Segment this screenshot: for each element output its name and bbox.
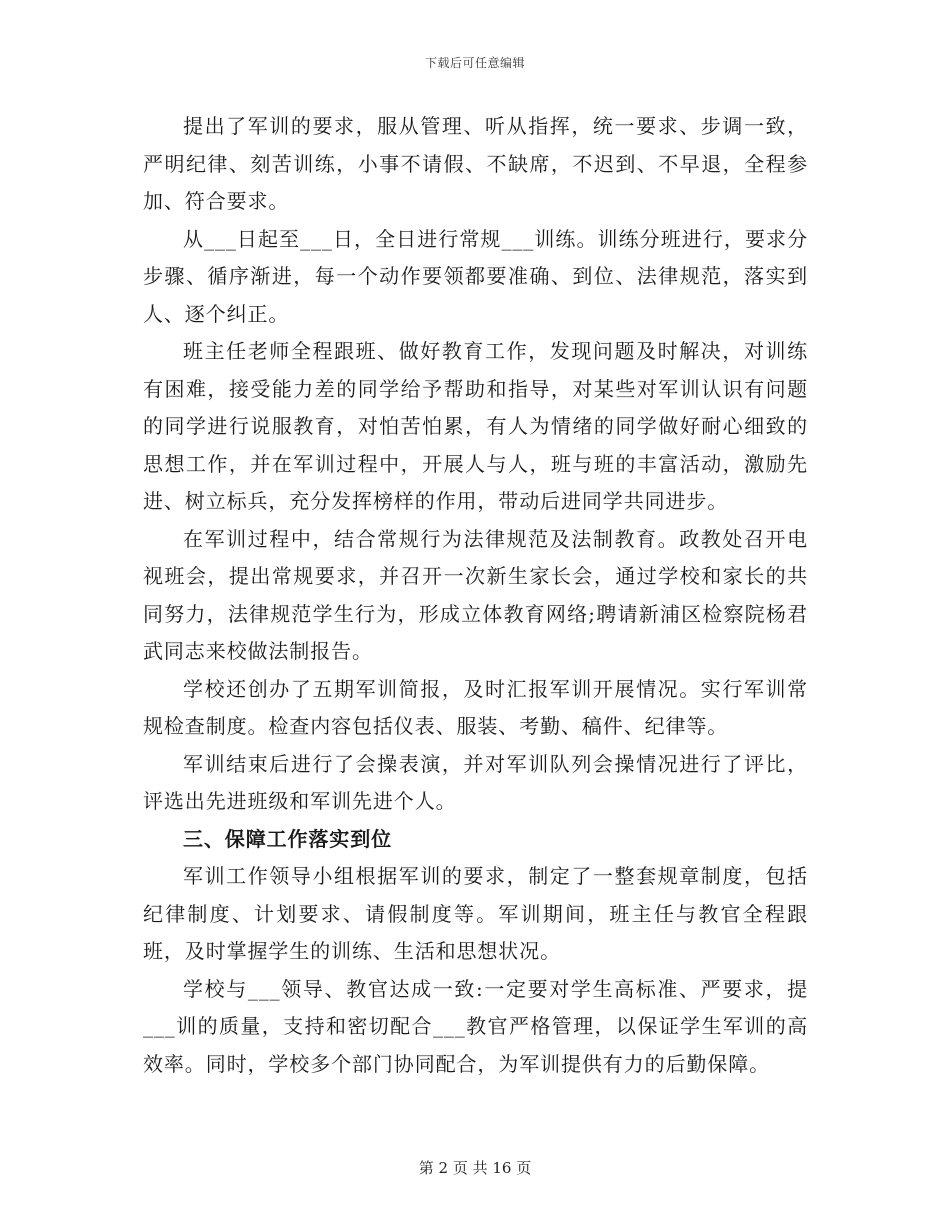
paragraph: 学校还创办了五期军训简报，及时汇报军训开展情况。实行军训常规检查制度。检查内容包括仪表、服装、考勤、稿件、纪律等。: [143, 676, 808, 738]
section-heading: 三、保障工作落实到位: [183, 826, 392, 851]
paragraph: 提出了军训的要求，服从管理、听从指挥，统一要求、步调一致，严明纪律、刻苦训练，小事不请假、不缺席，不迟到、不早退，全程参加、符合要求。: [143, 114, 808, 213]
paragraph: 军训结束后进行了会操表演，并对军训队列会操情况进行了评比，评选出先进班级和军训先进个人。: [143, 751, 808, 813]
document-body: [143, 108, 808, 1083]
paragraph: 班主任老师全程跟班、做好教育工作，发现问题及时解决，对训练有困难，接受能力差的同学给予帮助和指导，对某些对军训认识有问题的同学进行说服教育，对怕苦怕累，有人为情绪的同学做好耐心细致的思想工作，并在军训过程中，开展人与人，班与班的丰富活动，激励先进、树立标兵，充分发挥榜样的作用，带动后进同学共同进步。: [143, 339, 808, 513]
paragraph: 军训工作领导小组根据军训的要求，制定了一整套规章制度，包括纪律制度、计划要求、请假制度等。军训期间，班主任与教官全程跟班，及时掌握学生的训练、生活和思想状况。: [143, 864, 808, 963]
paragraph: 在军训过程中，结合常规行为法律规范及法制教育。政教处召开电视班会，提出常规要求，并召开一次新生家长会，通过学校和家长的共同努力，法律规范学生行为，形成立体教育网络;聘请新浦区检察院杨君武同志来校做法制报告。: [143, 526, 808, 663]
page-number: 第 2 页 共 16 页: [418, 1159, 532, 1177]
paragraph: 学校与___领导、教官达成一致:一定要对学生高标准、严要求，提___训的质量，支持和密切配合___教官严格管理，以保证学生军训的高效率。同时，学校多个部门协同配合，为军训提供有力的后勤保障。: [143, 976, 808, 1076]
page-header: 下载后可任意编辑: [424, 56, 525, 70]
paragraph: 从___日起至___日，全日进行常规___训练。训练分班进行，要求分步骤、循序渐进，每一个动作要领都要准确、到位、法律规范，落实到人、逐个纠正。: [143, 226, 808, 326]
